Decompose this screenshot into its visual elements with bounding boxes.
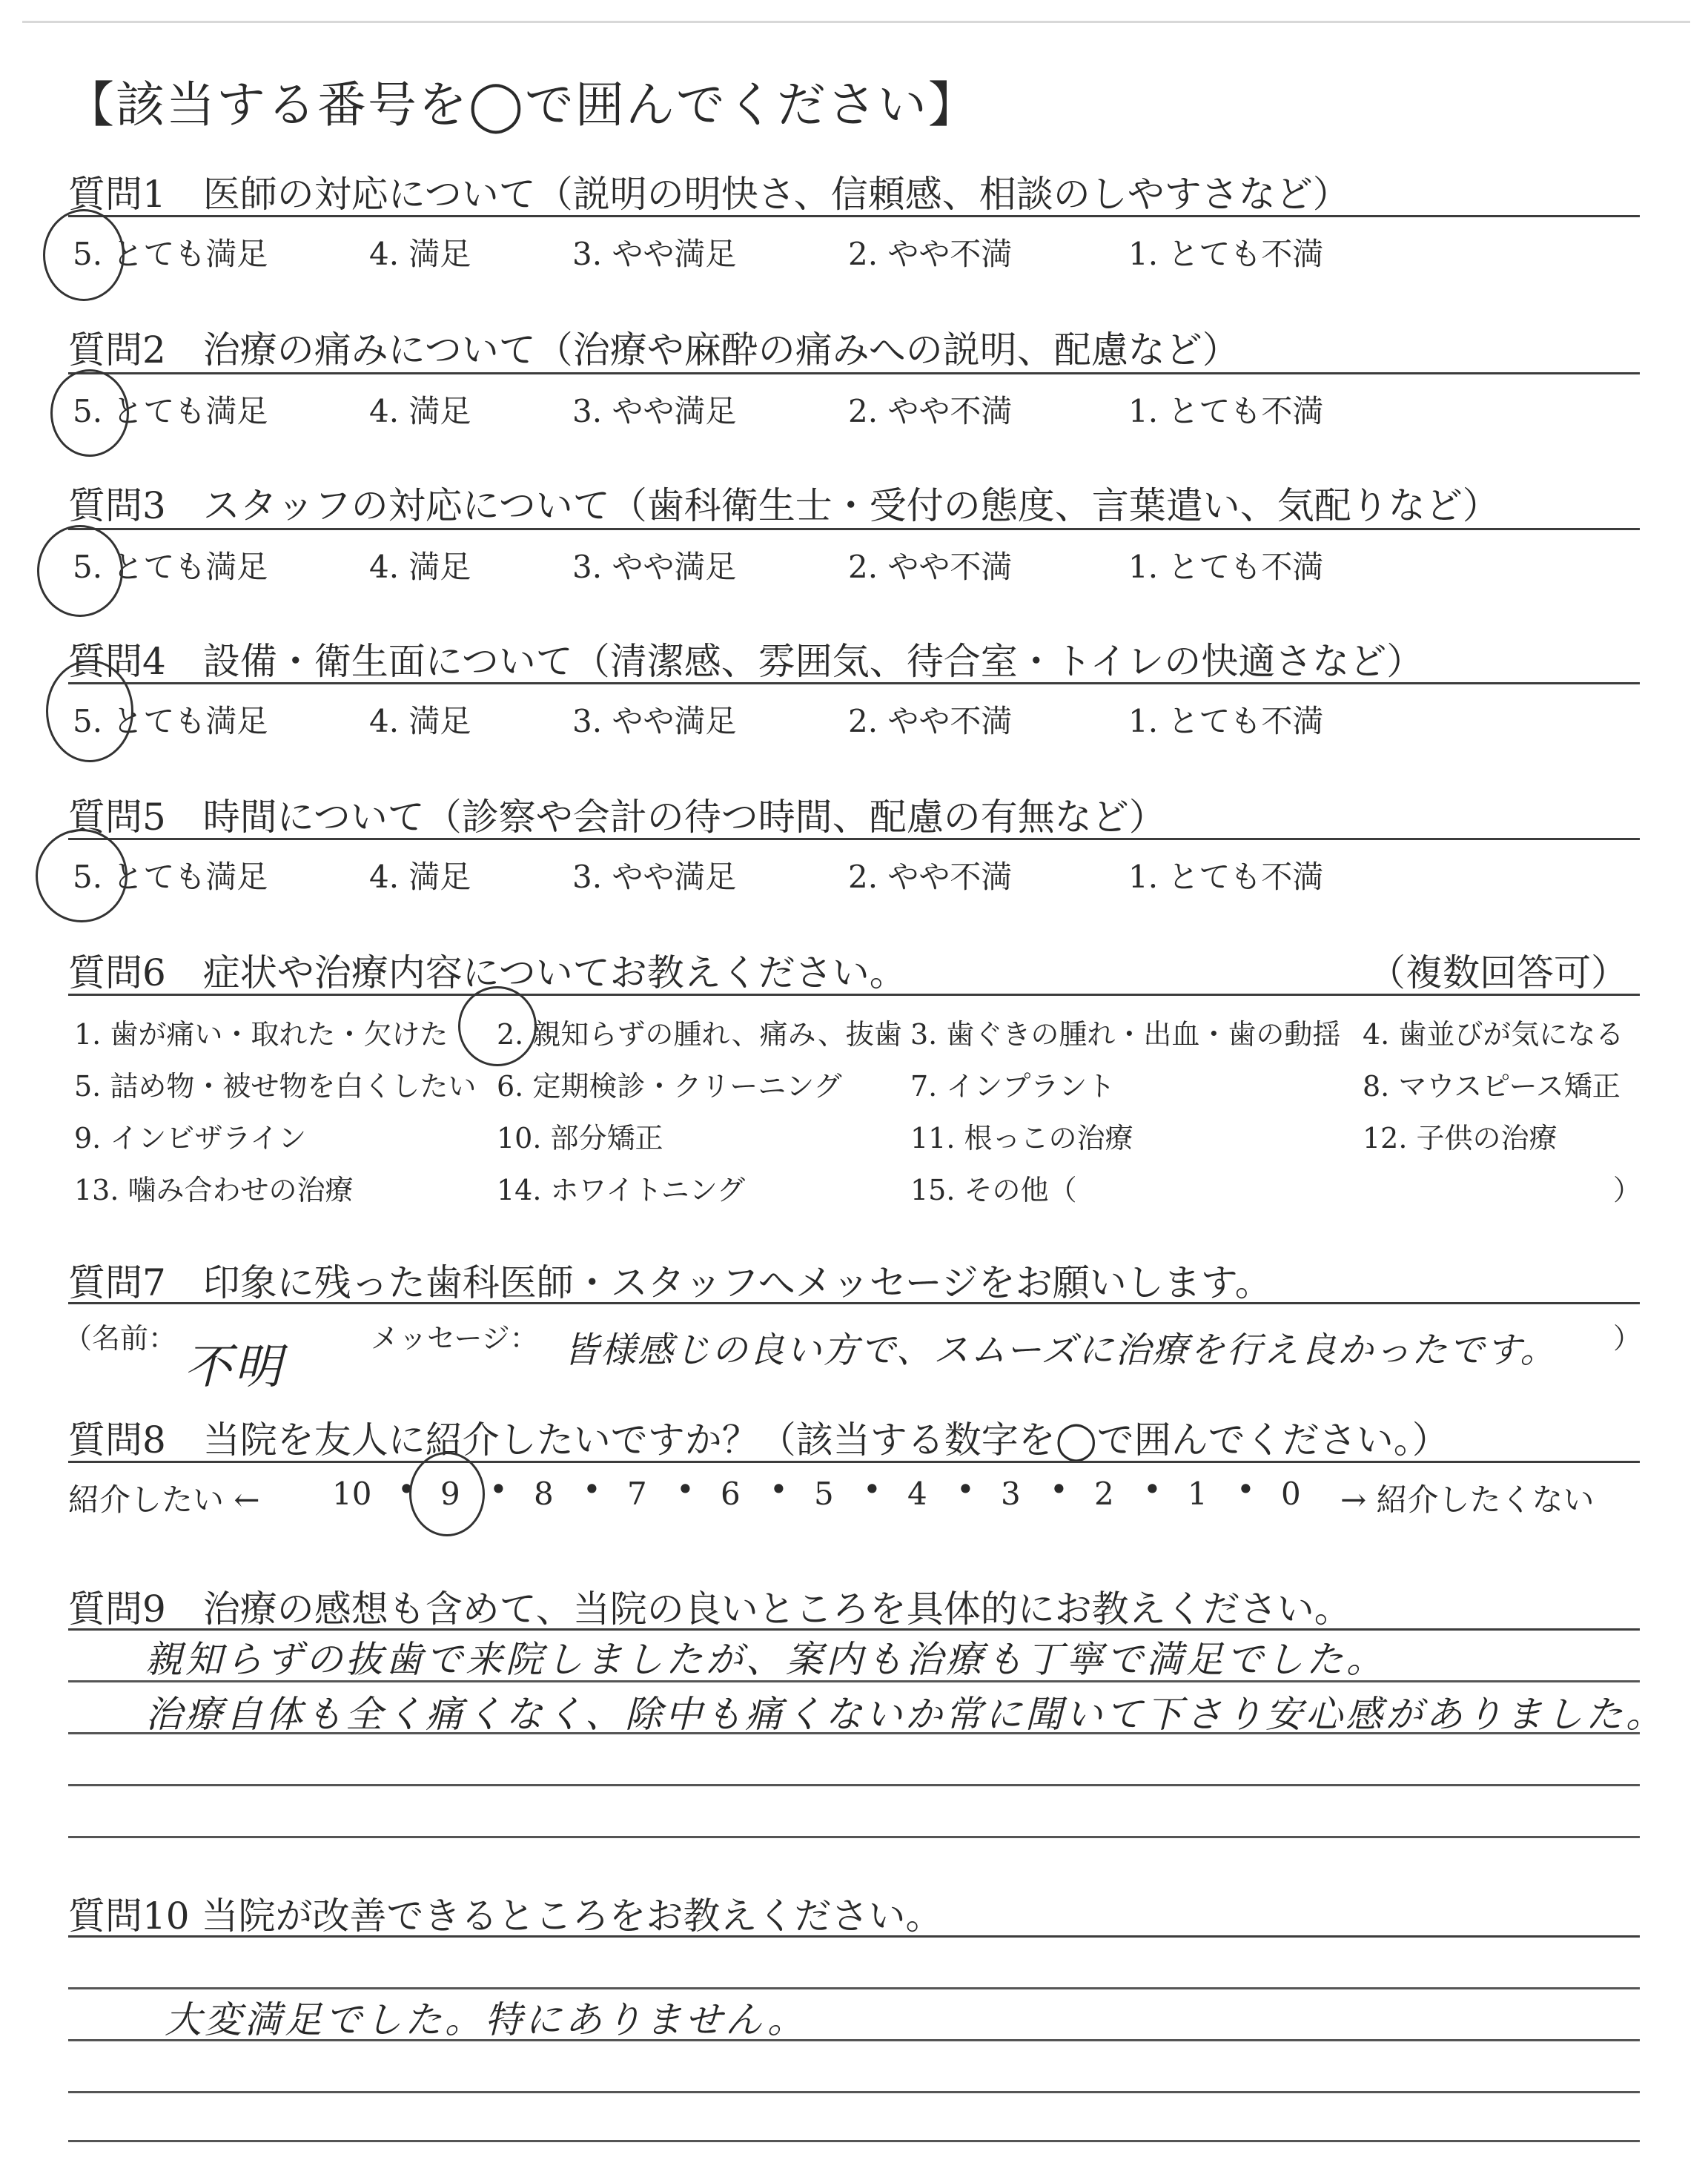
q9-answer-line-2[interactable]: 治療自体も全く痛くなく、除中も痛くないか常に聞いて下さり安心感がありました。 (145, 1693, 1666, 1736)
q9-line-2 (68, 1732, 1640, 1734)
q4-option-4[interactable]: 4. 満足 (369, 703, 471, 739)
q1-selection-circle (43, 209, 125, 301)
q2-option-1[interactable]: 1. とても不満 (1128, 393, 1324, 429)
q8-dot: • (489, 1471, 508, 1507)
q6-option-10[interactable]: 10. 部分矯正 (497, 1122, 663, 1155)
q4-title: 質問4 設備・衛生面について（清潔感、雰囲気、待合室・トイレの快適さなど） (68, 640, 1424, 683)
q2-option-4[interactable]: 4. 満足 (369, 393, 471, 429)
q5-option-5[interactable]: 5. とても満足 (73, 859, 268, 895)
q6-option-13[interactable]: 13. 噛み合わせの治療 (74, 1174, 354, 1206)
q5-selection-circle (36, 829, 128, 922)
q8-dot: • (956, 1471, 975, 1507)
q10-line-3 (68, 2091, 1640, 2093)
q8-scale-4[interactable]: 4 (907, 1476, 927, 1512)
q6-selection-circle (458, 986, 537, 1066)
q8-scale-7[interactable]: 7 (627, 1476, 647, 1512)
q8-scale-0[interactable]: 0 (1281, 1476, 1301, 1512)
q3-selection-circle (37, 525, 123, 617)
q1-option-2[interactable]: 2. やや不満 (848, 236, 1013, 272)
q2-title: 質問2 治療の痛みについて（治療や麻酔の痛みへの説明、配慮など） (68, 328, 1239, 371)
q3-option-3[interactable]: 3. やや満足 (572, 549, 737, 585)
q8-scale-6[interactable]: 6 (721, 1476, 741, 1512)
q10-answer-line-1[interactable]: 大変満足でした。特にありません。 (165, 1998, 807, 2041)
q4-rule (68, 682, 1640, 684)
q9-line-3 (68, 1784, 1640, 1786)
q4-option-2[interactable]: 2. やや不満 (848, 703, 1013, 739)
q7-title: 質問7 印象に残った歯科医師・スタッフへメッセージをお願いします。 (68, 1261, 1272, 1304)
top-edge-line (22, 21, 1690, 23)
q6-rule (68, 994, 1640, 996)
q4-option-1[interactable]: 1. とても不満 (1128, 703, 1324, 739)
q4-option-5[interactable]: 5. とても満足 (73, 703, 268, 739)
q8-left-label: 紹介したい ← (68, 1482, 260, 1518)
q2-option-5[interactable]: 5. とても満足 (73, 393, 268, 429)
q8-dot: • (1237, 1471, 1255, 1507)
q10-title: 質問10 当院が改善できるところをお教えください。 (68, 1895, 943, 1938)
q1-option-3[interactable]: 3. やや満足 (572, 236, 737, 272)
q6-option-11[interactable]: 11. 根っこの治療 (910, 1122, 1133, 1155)
q1-rule (68, 215, 1640, 217)
q8-dot: • (863, 1471, 881, 1507)
q6-option-1[interactable]: 1. 歯が痛い・取れた・欠けた (74, 1018, 448, 1051)
q10-line-4 (68, 2140, 1640, 2142)
q6-option-14[interactable]: 14. ホワイトニング (497, 1174, 746, 1206)
q8-right-label: → 紹介したくない (1340, 1482, 1595, 1518)
q8-scale-2[interactable]: 2 (1094, 1476, 1114, 1512)
q6-option-15[interactable]: 15. その他（ (910, 1174, 1077, 1206)
q9-line-4 (68, 1836, 1640, 1838)
instruction-header: 【該当する番号を◯で囲んでください】 (65, 76, 979, 133)
q1-option-1[interactable]: 1. とても不満 (1128, 236, 1324, 272)
q2-option-2[interactable]: 2. やや不満 (848, 393, 1013, 429)
q6-option-5[interactable]: 5. 詰め物・被せ物を白くしたい (74, 1070, 477, 1103)
q1-title: 質問1 医師の対応について（説明の明快さ、信頼感、相談のしやすさなど） (68, 173, 1350, 216)
q3-option-2[interactable]: 2. やや不満 (848, 549, 1013, 585)
q3-option-1[interactable]: 1. とても不満 (1128, 549, 1324, 585)
q5-option-2[interactable]: 2. やや不満 (848, 859, 1013, 895)
q8-scale-9[interactable]: 9 (440, 1476, 460, 1512)
q3-option-4[interactable]: 4. 満足 (369, 549, 471, 585)
q2-rule (68, 372, 1640, 374)
q6-title: 質問6 症状や治療内容についてお教えください。 (68, 951, 907, 994)
q6-option-12[interactable]: 12. 子供の治療 (1363, 1122, 1558, 1155)
q8-scale-10[interactable]: 10 (332, 1476, 372, 1512)
q8-dot: • (676, 1471, 695, 1507)
q6-option-3[interactable]: 3. 歯ぐきの腫れ・出血・歯の動揺 (910, 1018, 1341, 1051)
q5-option-1[interactable]: 1. とても不満 (1128, 859, 1324, 895)
q4-option-3[interactable]: 3. やや満足 (572, 703, 737, 739)
q3-option-5[interactable]: 5. とても満足 (73, 549, 268, 585)
q8-selection-circle (409, 1452, 485, 1536)
q8-dot: • (1143, 1471, 1162, 1507)
q7-name-value[interactable]: 不明 (184, 1340, 285, 1395)
q5-title: 質問5 時間について（診察や会計の待つ時間、配慮の有無など） (68, 796, 1166, 839)
q8-dot: • (583, 1471, 601, 1507)
q4-selection-circle (46, 660, 133, 762)
q10-line-1 (68, 1987, 1640, 1989)
q6-option-8[interactable]: 8. マウスピース矯正 (1363, 1070, 1621, 1103)
q7-rule (68, 1302, 1640, 1304)
q9-answer-line-1[interactable]: 親知らずの抜歯で来院しましたが、案内も治療も丁寧で満足でした。 (145, 1638, 1386, 1681)
q10-line-2 (68, 2039, 1640, 2041)
q8-dot: • (1050, 1471, 1068, 1507)
q7-message-label: メッセージ： (371, 1322, 538, 1355)
q5-option-3[interactable]: 3. やや満足 (572, 859, 737, 895)
q6-option-9[interactable]: 9. インビザライン (74, 1122, 307, 1155)
q1-option-5[interactable]: 5. とても満足 (73, 236, 268, 272)
q2-option-3[interactable]: 3. やや満足 (572, 393, 737, 429)
q5-option-4[interactable]: 4. 満足 (369, 859, 471, 895)
q8-scale-8[interactable]: 8 (534, 1476, 554, 1512)
q8-scale-5[interactable]: 5 (814, 1476, 834, 1512)
q8-rule (68, 1461, 1640, 1463)
q7-name-label: （名前： (64, 1322, 177, 1355)
q7-close-paren: ） (1613, 1322, 1642, 1355)
q2-selection-circle (50, 369, 129, 457)
q1-option-4[interactable]: 4. 満足 (369, 236, 471, 272)
q8-dot: • (769, 1471, 788, 1507)
q6-option-6[interactable]: 6. 定期検診・クリーニング (497, 1070, 842, 1103)
q3-title: 質問3 スタッフの対応について（歯科衛生士・受付の態度、言葉遣い、気配りなど） (68, 484, 1500, 527)
q6-option-2[interactable]: 2. 親知らずの腫れ、痛み、抜歯 (497, 1018, 902, 1051)
q5-rule (68, 838, 1640, 840)
q9-line-1 (68, 1680, 1640, 1682)
q9-title: 質問9 治療の感想も含めて、当院の良いところを具体的にお教えください。 (68, 1588, 1351, 1631)
q6-option-4[interactable]: 4. 歯並びが気になる (1363, 1018, 1624, 1051)
q3-rule (68, 528, 1640, 530)
q6-note: （複数回答可） (1368, 951, 1628, 994)
q7-message-value[interactable]: 皆様感じの良い方で、スムーズに治療を行え良かったです。 (563, 1330, 1558, 1371)
q10-rule (68, 1935, 1640, 1938)
q8-scale-1[interactable]: 1 (1188, 1476, 1208, 1512)
q8-title: 質問8 当院を友人に紹介したいですか？（該当する数字を◯で囲んでください。） (68, 1418, 1449, 1462)
q8-scale-3[interactable]: 3 (1001, 1476, 1021, 1512)
q6-option-7[interactable]: 7. インプラント (910, 1070, 1116, 1103)
q6-option-15-close: ） (1613, 1174, 1642, 1206)
q8-dot: • (397, 1471, 416, 1507)
